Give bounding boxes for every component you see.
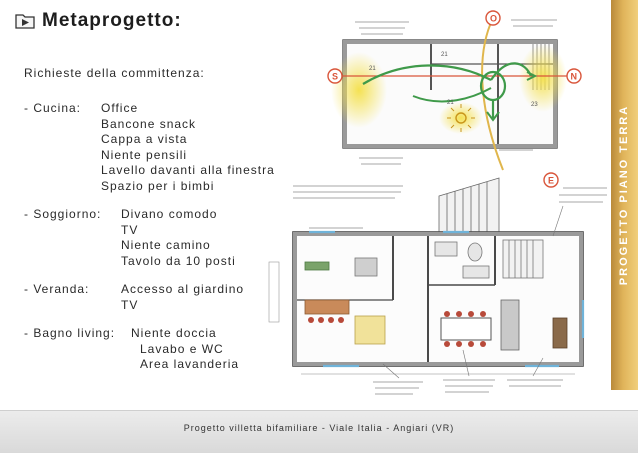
room-number: 23 (531, 102, 538, 108)
compass-east-label: E (548, 175, 555, 186)
group-label: - Cucina: (24, 101, 82, 115)
concept-plan (328, 11, 581, 187)
requirements-heading: Richieste della committenza: (24, 66, 205, 80)
group-items (131, 326, 239, 373)
title-row (14, 10, 182, 32)
group-items (121, 207, 236, 269)
list-item: Lavello davanti alla finestra (101, 163, 275, 178)
list-item: Niente pensili (101, 147, 188, 162)
floor-plan-sketch (263, 0, 611, 410)
list-item: Spazio per i bimbi (101, 178, 215, 193)
list-item: Niente camino (121, 238, 211, 253)
compass-north-label: N (570, 71, 577, 82)
side-label: PROGETTO PIANO TERRA (618, 104, 631, 286)
side-label-wrapper (611, 0, 638, 390)
group-items (101, 101, 275, 195)
list-item: Tavolo da 10 posti (121, 253, 236, 268)
room-number: 21 (447, 100, 454, 106)
list-item: Area lavanderia (140, 357, 240, 372)
list-item: Lavabo e WC (140, 341, 224, 356)
group-label: - Soggiorno: (24, 207, 102, 221)
compass-south-label: S (332, 71, 339, 82)
list-item: TV (121, 222, 139, 237)
detailed-floor-plan (269, 175, 607, 394)
room-number: 21 (369, 66, 376, 72)
list-item: Office (101, 101, 139, 115)
group-label: - Bagno living: (24, 326, 116, 340)
list-item: Cappa a vista (101, 132, 188, 147)
list-item: Accesso al giardino (121, 282, 245, 296)
list-item: Bancone snack (101, 116, 197, 131)
room-number: 21 (441, 52, 448, 58)
floor-plan-drawing (263, 0, 611, 410)
folder-arrow-icon (14, 11, 36, 31)
list-item: TV (121, 297, 139, 312)
list-item: Divano comodo (121, 207, 218, 221)
group-items (121, 282, 244, 313)
footer-text: Progetto villetta bifamiliare - Viale Italia - Angiari (VR) (183, 423, 455, 433)
list-item: Niente doccia (131, 326, 217, 340)
group-label: - Veranda: (24, 282, 90, 296)
page-title: Metaprogetto: (42, 10, 182, 31)
compass-west-label: O (490, 13, 498, 24)
